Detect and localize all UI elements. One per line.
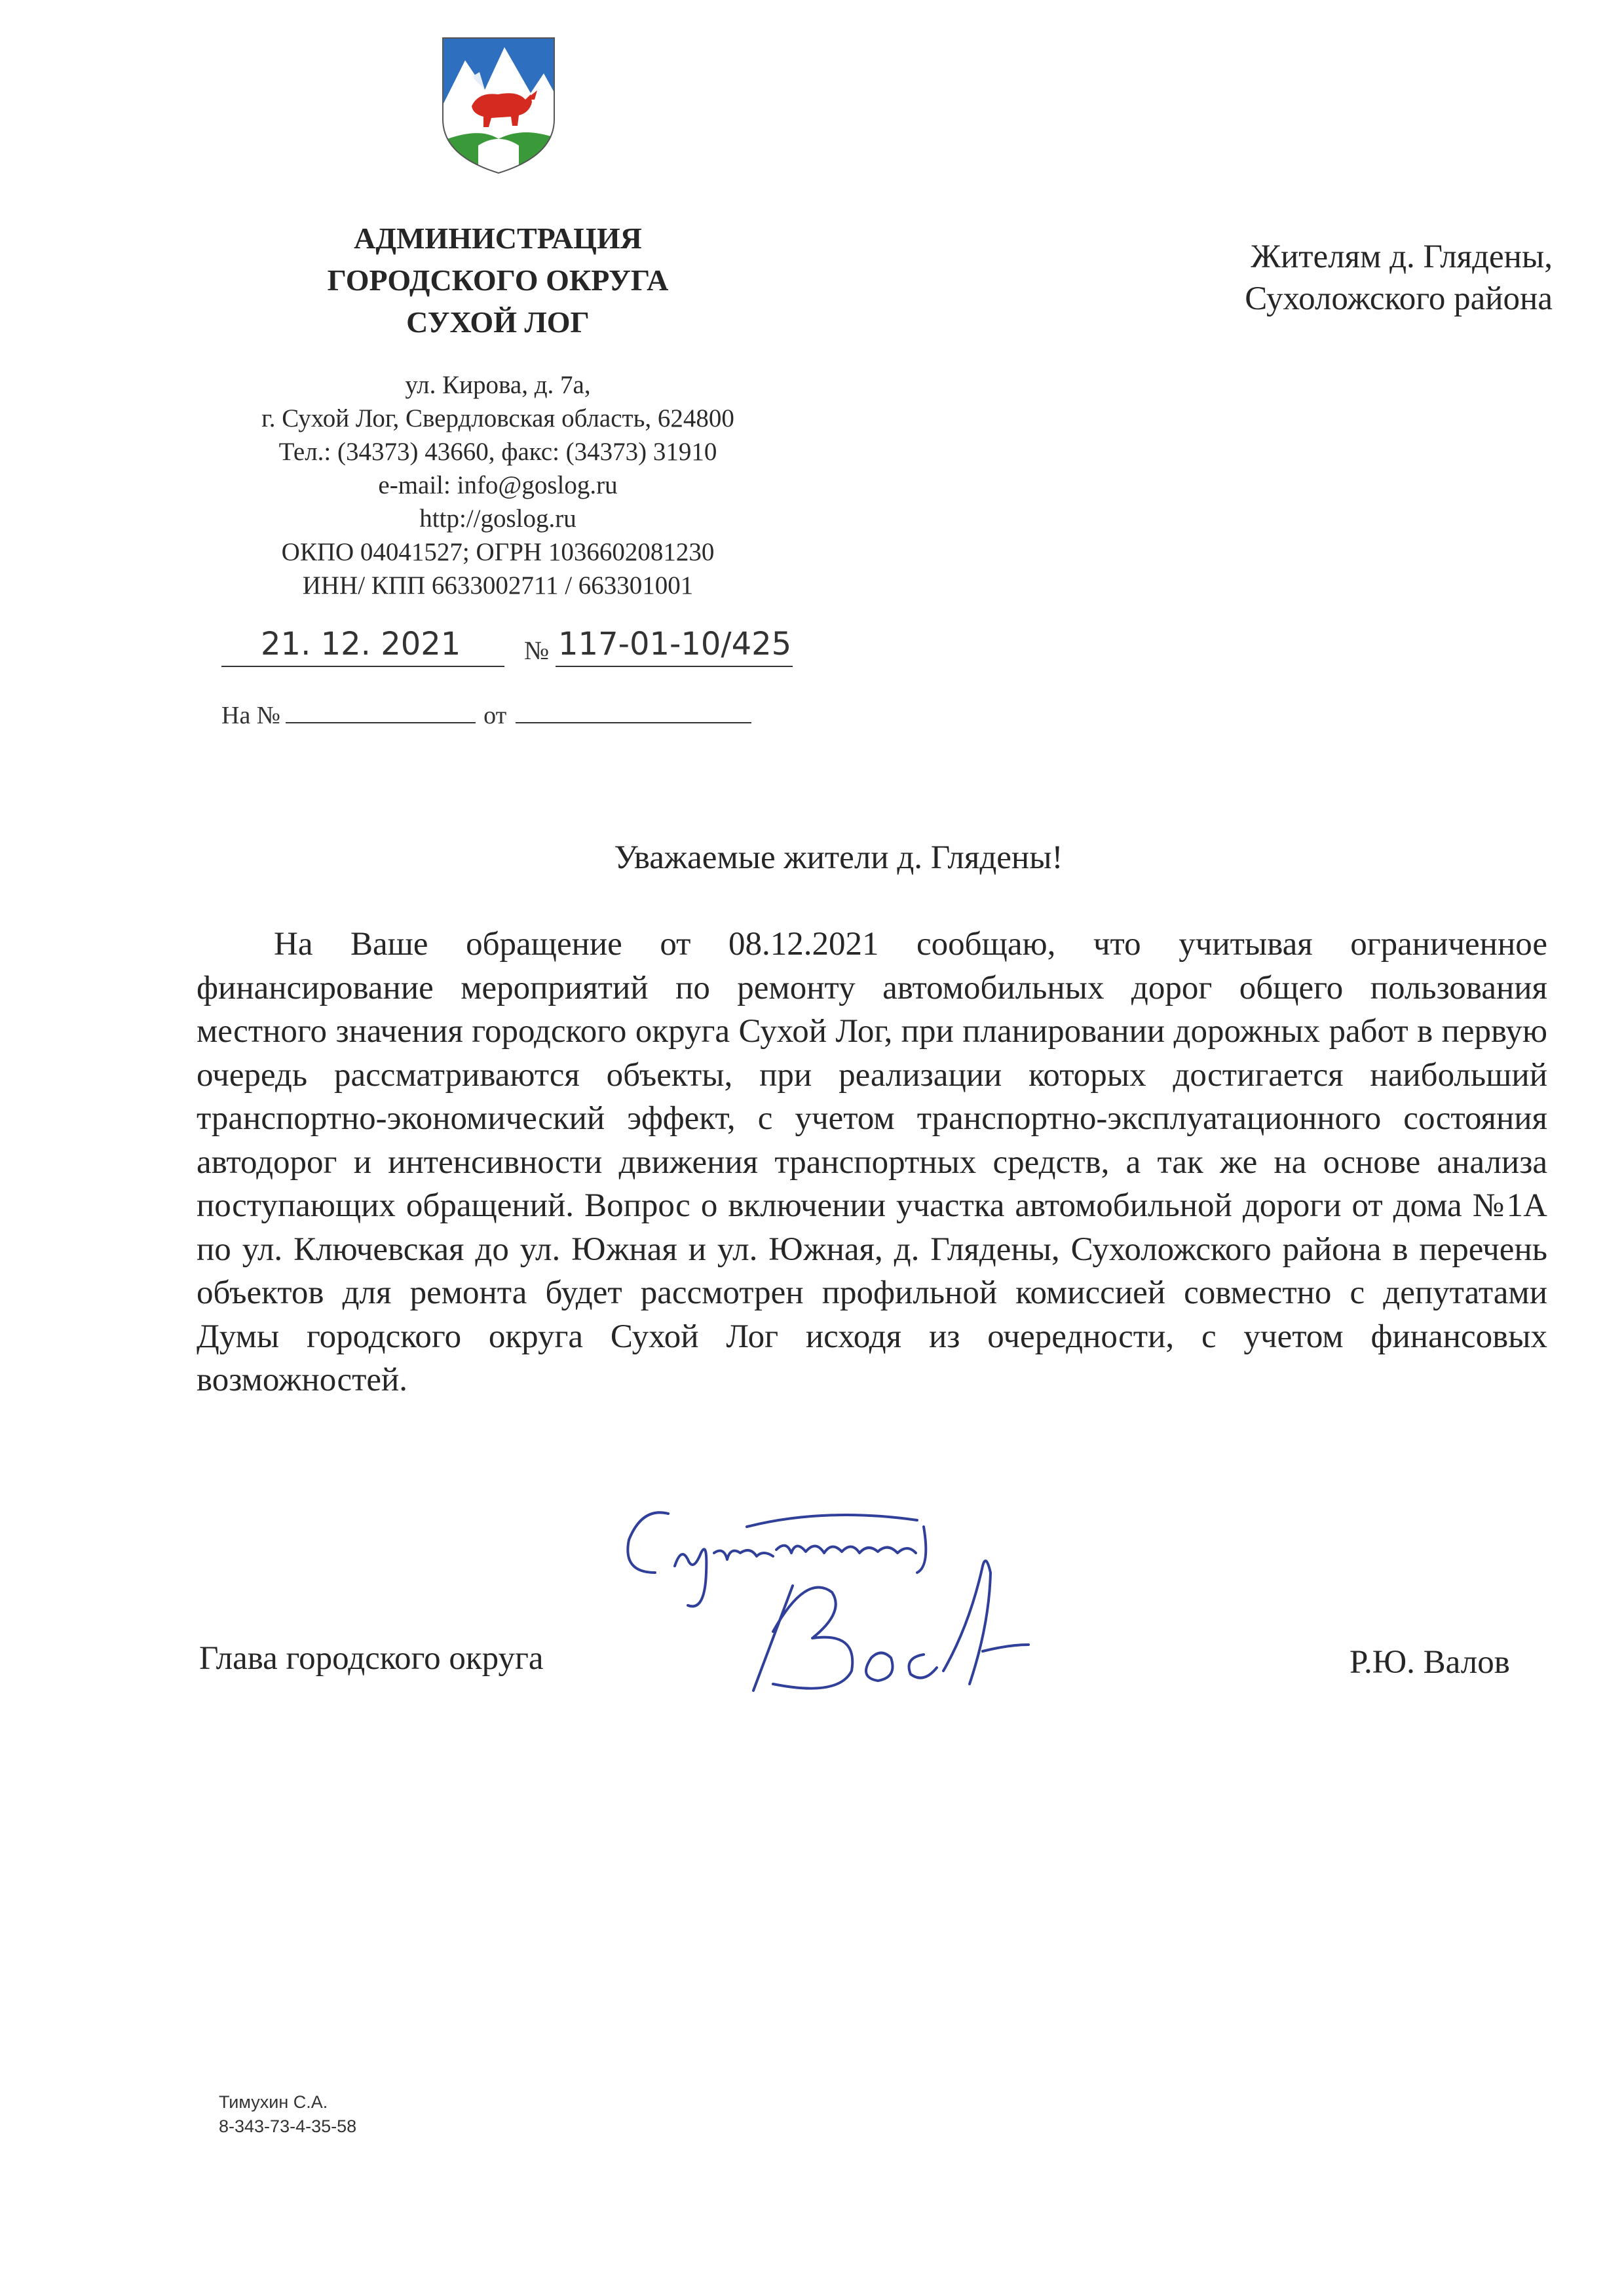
organization-name (203, 218, 793, 343)
number-sign: № (524, 636, 550, 665)
registration-number: 117-01-10/425 (556, 622, 793, 667)
executor-info (219, 2090, 356, 2139)
letter-body: На Ваше обращение от 08.12.2021 сообщаю, что учитывая ограниченное финансирование мероприятий по ремонту автомобильных дорог общего пользования местного значения городского округа Сухой Лог, при планировании дорожных работ в первую очередь рассматриваются объекты, при реализации которых достигается наибольший транспортно-экономический эффект, с учетом транспортно-эксплуатационного состояния автодорог и интенсивности движения транспортных средств, а так же на основе анализа поступающих обращений. Вопрос о включении участка автомобильной дороги от дома №1А по ул. Ключевская до ул. Южная и ул. Южная, д. Глядены, Сухоложского района в перечень объектов для ремонта будет рассмотрен профильной комиссией совместно с депутатами Думы городского округа Сухой Лог исходя из очередности, с учетом финансовых возможностей. (197, 926, 1547, 1398)
reference-line (221, 696, 751, 734)
handwritten-signature (747, 1546, 1074, 1710)
executor-name: Тимухин С.А. (219, 2092, 328, 2112)
reference-prefix: На № (221, 702, 281, 729)
org-line: СУХОЙ ЛОГ (406, 305, 590, 339)
address-line: ОКПО 04041527; ОГРН 1036602081230 (281, 538, 715, 566)
reference-number-blank (286, 696, 476, 723)
signatory-name: Р.Ю. Валов (1350, 1644, 1510, 1681)
address-line: e-mail: info@goslog.ru (378, 471, 618, 499)
org-line: ГОРОДСКОГО ОКРУГА (327, 263, 669, 297)
address-line: ул. Кирова, д. 7а, (405, 371, 591, 399)
executor-phone: 8-343-73-4-35-58 (219, 2116, 357, 2136)
greeting: Уважаемые жители д. Глядены! (614, 839, 1063, 876)
recipient-line: Сухоложского района (1245, 280, 1553, 317)
address-line: г. Сухой Лог, Свердловская область, 624800 (261, 404, 734, 432)
recipient (1009, 236, 1553, 320)
coat-of-arms-icon (439, 34, 558, 177)
address-line: Тел.: (34373) 43660, факс: (34373) 31910 (278, 438, 717, 466)
address-line: http://goslog.ru (419, 505, 576, 533)
reference-from-label: от (483, 702, 507, 729)
recipient-line: Жителям д. Глядены, (1251, 239, 1553, 275)
address-line: ИНН/ КПП 6633002711 / 663301001 (302, 571, 694, 600)
reference-date-blank (516, 696, 751, 723)
organization-address (170, 368, 825, 602)
signatory-title: Глава городского округа (199, 1640, 544, 1677)
org-line: АДМИНИСТРАЦИЯ (354, 221, 642, 255)
registration-date: 21. 12. 2021 (221, 622, 504, 667)
